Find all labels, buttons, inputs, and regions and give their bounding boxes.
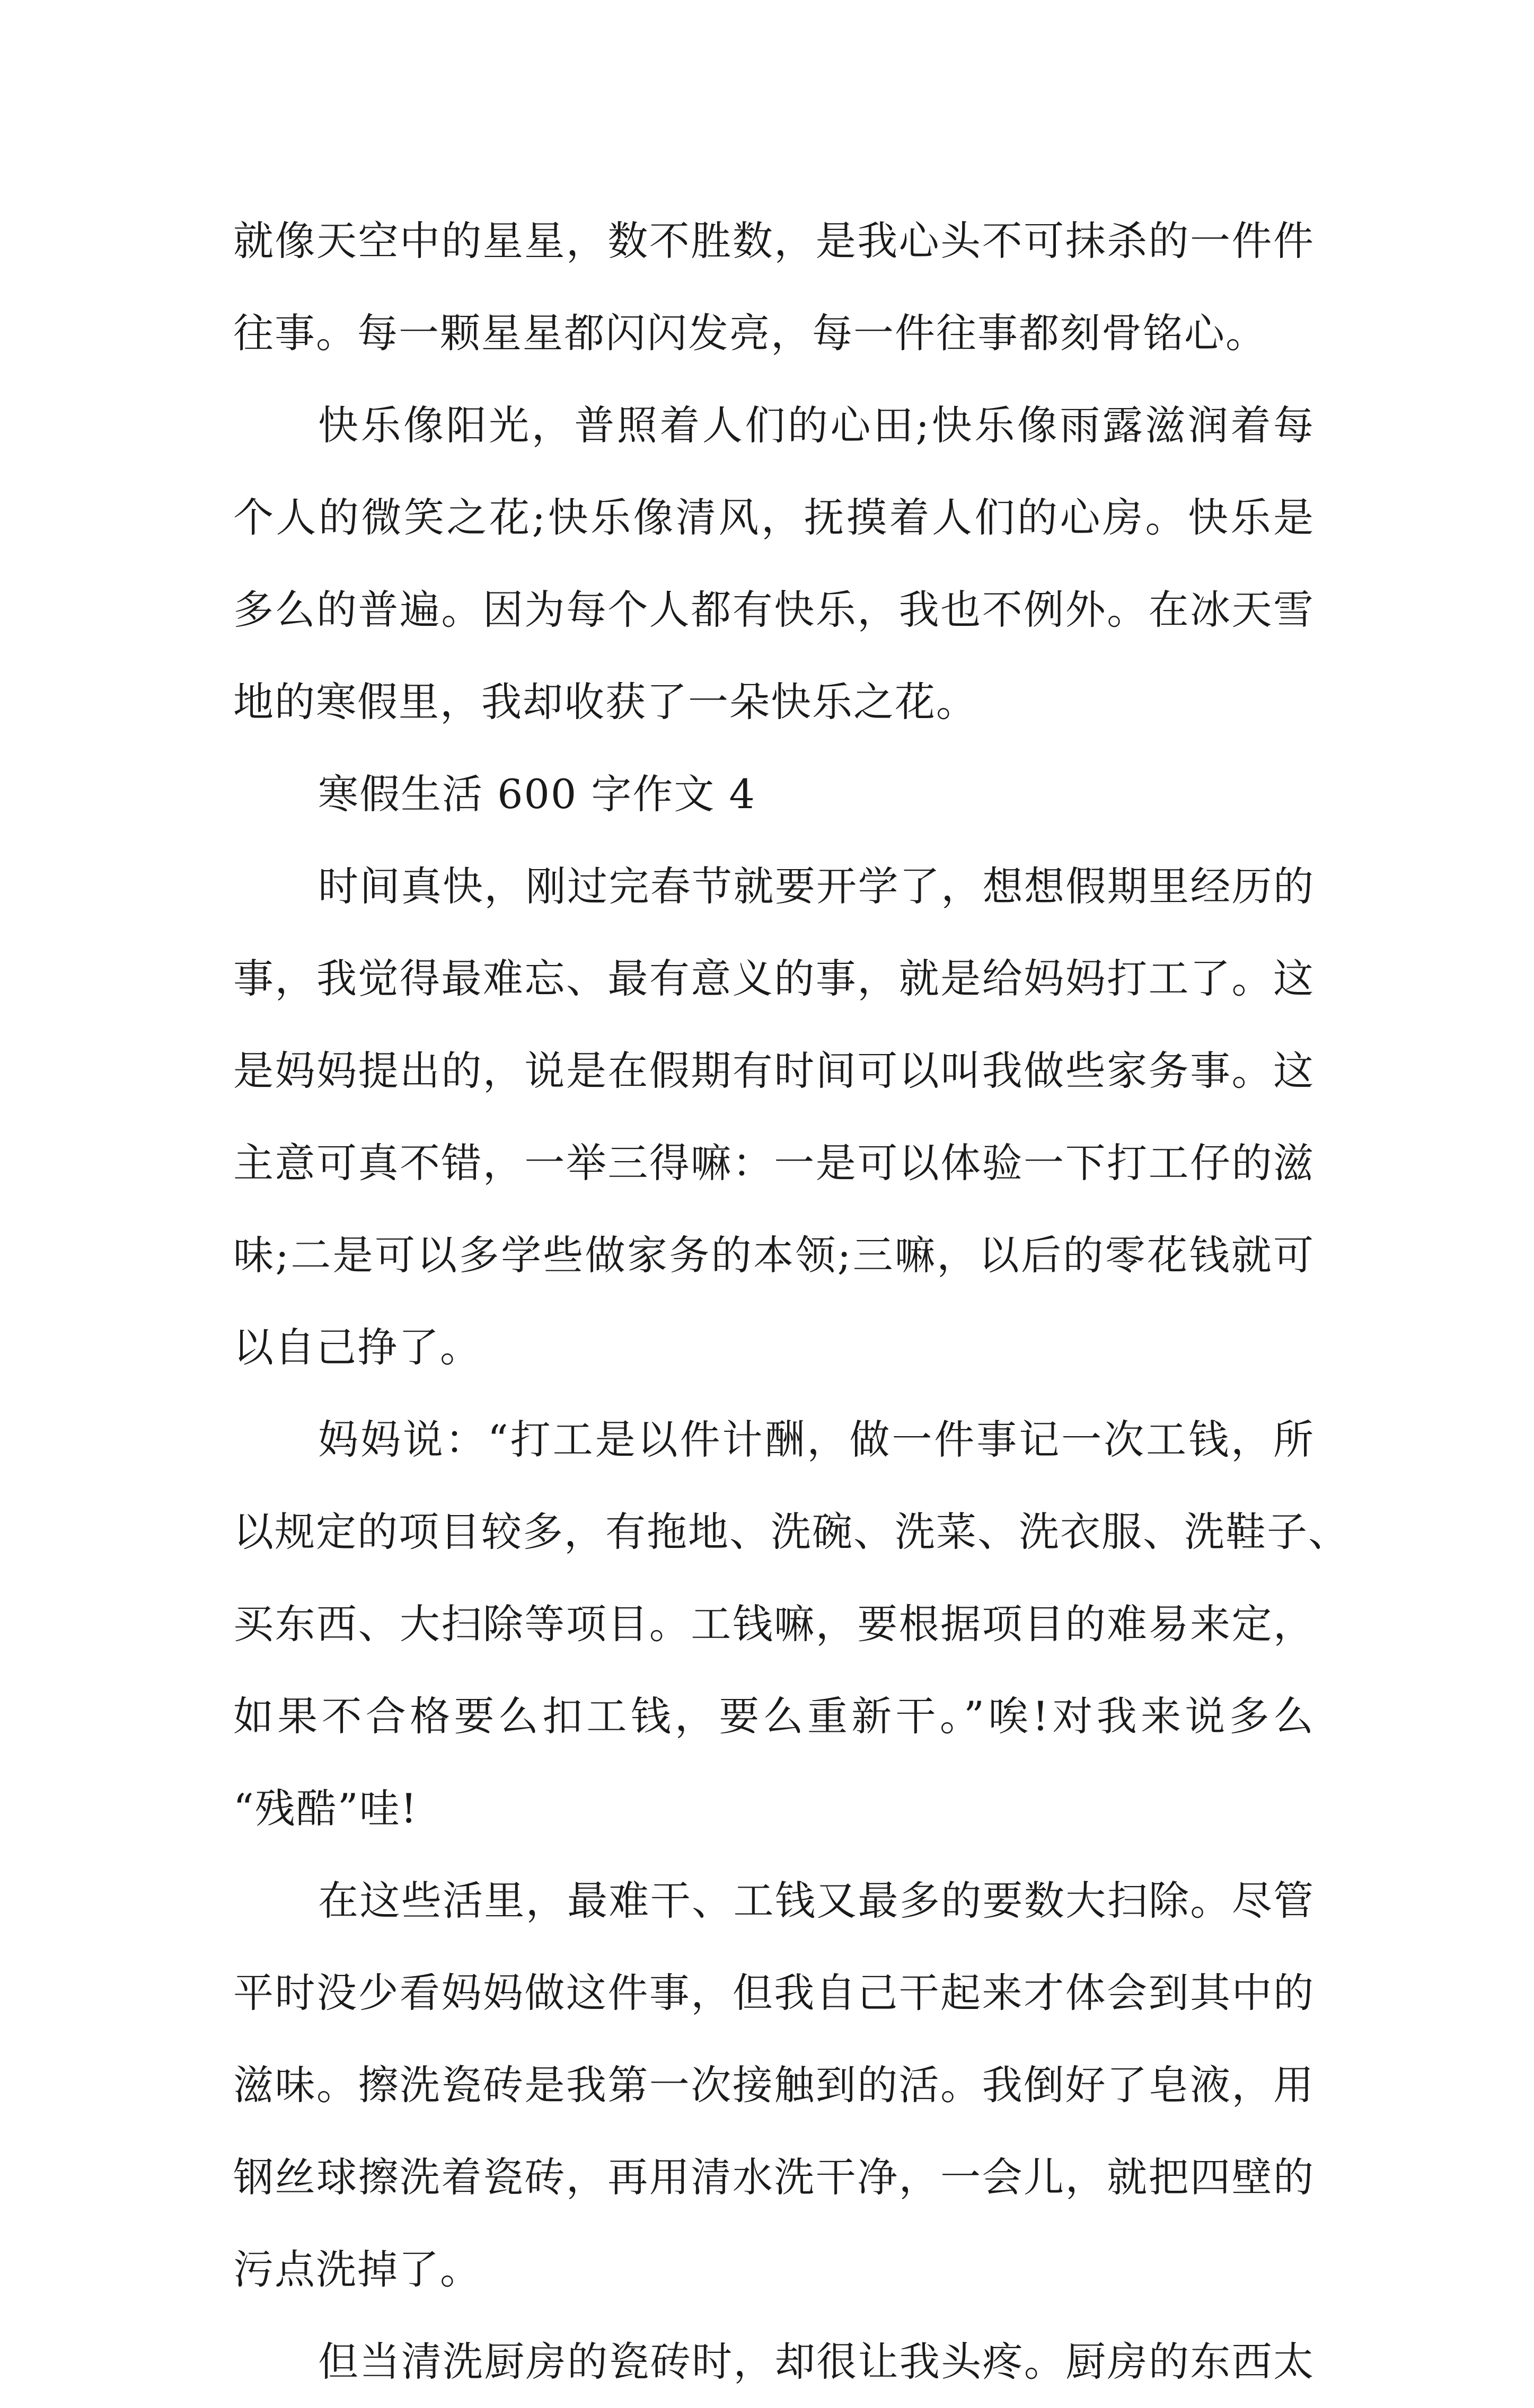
- text-line: 以规定的项目较多，有拖地、洗碗、洗菜、洗衣服、洗鞋子、: [233, 1508, 1350, 1555]
- text-line: 平时没少看妈妈做这件事，但我自己干起来才体会到其中的: [233, 1969, 1315, 2016]
- text-line: 如果不合格要么扣工钱，要么重新干。”唉!对我来说多么: [233, 1693, 1315, 1740]
- text-line: 以自己挣了。: [233, 1324, 481, 1371]
- document-body: [233, 195, 1350, 2408]
- text-line: 事，我觉得最难忘、最有意义的事，就是给妈妈打工了。这: [233, 955, 1315, 1002]
- text-line: 是妈妈提出的，说是在假期有时间可以叫我做些家务事。这: [233, 1047, 1315, 1094]
- text-line: 往事。每一颗星星都闪闪发亮，每一件往事都刻骨铭心。: [233, 309, 1267, 357]
- text-line: 快乐像阳光，普照着人们的心田;快乐像雨露滋润着每: [318, 402, 1315, 449]
- text-line: 地的寒假里，我却收获了一朵快乐之花。: [233, 678, 977, 725]
- text-line: “残酷”哇!: [233, 1785, 418, 1832]
- text-line: 个人的微笑之花;快乐像清风，抚摸着人们的心房。快乐是: [233, 494, 1315, 541]
- text-line: 味;二是可以多学些做家务的本领;三嘛，以后的零花钱就可: [233, 1232, 1315, 1279]
- text-line: 妈妈说：“打工是以件计酬，做一件事记一次工钱，所: [318, 1416, 1315, 1463]
- text-line: 就像天空中的星星，数不胜数，是我心头不可抹杀的一件件: [233, 217, 1315, 264]
- text-line: 钢丝球擦洗着瓷砖，再用清水洗干净，一会儿，就把四壁的: [233, 2154, 1315, 2201]
- text-line: 买东西、大扫除等项目。工钱嘛，要根据项目的难易来定，: [233, 1600, 1315, 1648]
- text-line: 在这些活里，最难干、工钱又最多的要数大扫除。尽管: [318, 1877, 1315, 1924]
- text-line: 多么的普遍。因为每个人都有快乐，我也不例外。在冰天雪: [233, 586, 1315, 633]
- text-line: 主意可真不错，一举三得嘛：一是可以体验一下打工仔的滋: [233, 1139, 1315, 1187]
- text-line: 但当清洗厨房的瓷砖时，却很让我头疼。厨房的东西太: [318, 2338, 1315, 2385]
- text-line: 污点洗掉了。: [233, 2246, 481, 2293]
- section-heading: 寒假生活 600 字作文 4: [318, 771, 756, 818]
- text-line: 时间真快，刚过完春节就要开学了，想想假期里经历的: [318, 863, 1315, 910]
- text-line: 滋味。擦洗瓷砖是我第一次接触到的活。我倒好了皂液，用: [233, 2061, 1315, 2109]
